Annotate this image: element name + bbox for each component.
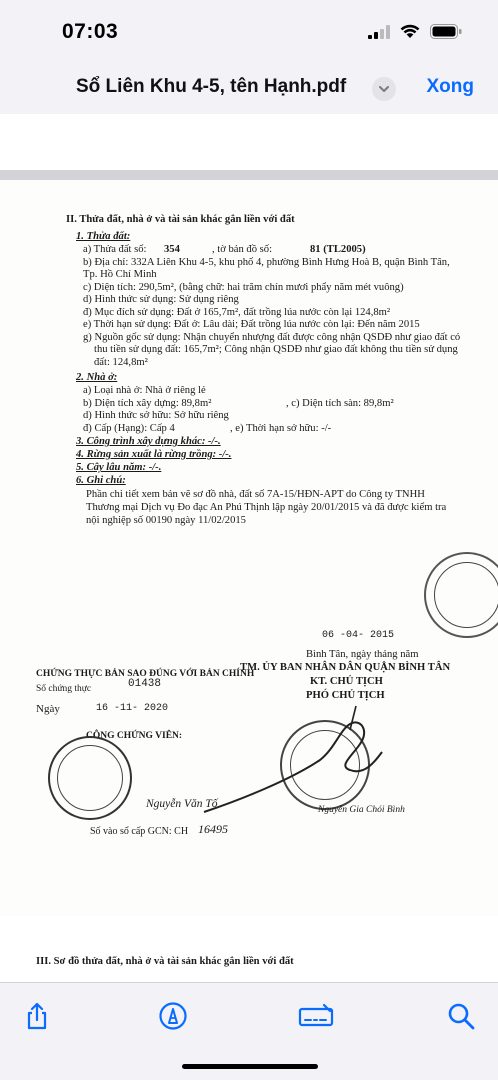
certification-number: 01438	[128, 678, 162, 690]
usage-term-line: e) Thời hạn sử dụng: Đất ở: Lâu dài; Đất trồng lúa nước còn lại: Đến năm 2015	[83, 319, 420, 330]
floor-area-line: , c) Diện tích sàn: 89,8m²	[286, 398, 394, 409]
other-works-line: 3. Công trình xây dựng khác: -/-.	[76, 436, 221, 447]
registry-number-label: Số vào sổ cấp GCN: CH	[90, 826, 189, 837]
cellular-signal-icon	[368, 25, 390, 39]
signer-name: Nguyễn Gia Chói Bình	[318, 805, 405, 815]
origin-line-1: g) Nguồn gốc sử dụng: Nhận chuyển nhượng đất được công nhận QSDĐ như giao đất có	[83, 332, 461, 343]
area-line: c) Diện tích: 290,5m², (bằng chữ: hai trăm chín mươi phẩy năm mét vuông)	[83, 282, 404, 293]
search-icon	[446, 1001, 476, 1031]
battery-icon	[430, 24, 462, 39]
document-title[interactable]: Sổ Liên Khu 4-5, tên Hạnh.pdf	[76, 76, 347, 97]
registry-number: 16495	[198, 822, 228, 836]
previous-page-bottom	[0, 114, 498, 170]
status-bar	[0, 0, 498, 66]
notes-heading: 6. Ghi chú:	[76, 475, 126, 486]
usage-form-line: d) Hình thức sử dụng: Sử dụng riêng	[83, 294, 239, 305]
markup-button[interactable]	[158, 1001, 188, 1031]
house-heading: 2. Nhà ở:	[76, 372, 118, 383]
house-type-line: a) Loại nhà ở: Nhà ở riêng lẻ	[83, 385, 206, 396]
address-line-2: Tp. Hồ Chí Minh	[83, 269, 157, 280]
place-and-date: Bình Tân, ngày tháng năm	[306, 649, 419, 660]
section-2-title: II. Thửa đất, nhà ở và tài sản khác gắn liền với đất	[66, 214, 295, 225]
signature-field-icon	[298, 1001, 334, 1031]
parcel-number-label: a) Thửa đất số:	[83, 244, 147, 255]
certification-date-label: Ngày	[36, 703, 60, 715]
done-button[interactable]: Xong	[426, 76, 474, 97]
perennial-trees-line: 5. Cây lâu năm: -/-.	[76, 462, 162, 473]
parcel-number: 354	[164, 244, 180, 255]
map-sheet-label: , tờ bản đồ số:	[212, 244, 273, 255]
vice-chairman-title: PHÓ CHỦ TỊCH	[306, 690, 385, 701]
title-menu-button[interactable]	[372, 77, 396, 101]
share-icon	[22, 1001, 52, 1031]
share-button[interactable]	[22, 1001, 52, 1031]
home-indicator[interactable]	[182, 1064, 318, 1069]
chevron-down-icon	[372, 77, 396, 101]
usage-purpose-line: đ) Mục đích sử dụng: Đất ở 165,7m², đất trồng lúa nước còn lại 124,8m²	[83, 307, 391, 318]
forest-line: 4. Rừng sản xuất là rừng trồng: -/-.	[76, 449, 232, 460]
on-behalf-chairman: KT. CHỦ TỊCH	[310, 676, 383, 687]
certification-number-label: Số chứng thực	[36, 684, 92, 694]
map-sheet-number: 81 (TL2005)	[310, 244, 366, 255]
edge-seal-stamp	[424, 552, 498, 638]
land-heading: 1. Thửa đất:	[76, 231, 131, 242]
notes-line-2: Thương mại Dịch vụ Đo đạc An Phú Thịnh lập ngày 20/01/2015 và đã được kiểm tra	[86, 502, 447, 513]
section-3-title: III. Sơ đồ thửa đất, nhà ở và tài sản khác gắn liền với đất	[36, 956, 294, 967]
notary-name: Nguyễn Văn Tố	[146, 798, 218, 810]
origin-line-3: đất: 124,8m²	[94, 357, 148, 368]
signature-mark	[200, 700, 390, 820]
notes-line-1: Phần chi tiết xem bản vẽ sơ đồ nhà, đất số 7A-15/HĐN-APT do Công ty TNHH	[86, 489, 425, 500]
origin-line-2: thu tiền sử dụng đất: 165,7m²; Công nhận QSDĐ như giao đất không thu tiền sử dụng	[94, 344, 458, 355]
status-icons	[368, 24, 462, 39]
address-line-1: b) Địa chỉ: 332A Liên Khu 4-5, khu phố 4, phường Bình Hưng Hoà B, quận Bình Tân,	[83, 257, 450, 268]
status-time: 07:03	[62, 20, 119, 43]
search-button[interactable]	[446, 1001, 476, 1031]
notary-seal-stamp	[48, 736, 132, 820]
signature-fill-button[interactable]	[298, 1001, 334, 1031]
notary-label: CÔNG CHỨNG VIÊN:	[86, 731, 183, 741]
navigation-bar	[0, 66, 498, 114]
certification-title: CHỨNG THỰC BẢN SAO ĐÚNG VỚI BẢN CHÍNH	[36, 669, 255, 679]
handwritten-date: 06 -04- 2015	[322, 630, 395, 641]
pdf-page	[0, 180, 498, 975]
building-area-line: b) Diện tích xây dựng: 89,8m²	[83, 398, 212, 409]
markup-pen-icon	[158, 1001, 188, 1031]
ownership-term-line: , e) Thời hạn sở hữu: -/-	[230, 423, 332, 434]
issuing-organization: TM. ỦY BAN NHÂN DÂN QUẬN BÌNH TÂN	[240, 662, 451, 673]
ownership-form-line: d) Hình thức sở hữu: Sở hữu riêng	[83, 410, 229, 421]
pdf-viewer[interactable]	[0, 114, 498, 982]
notes-line-3: nội nghiệp số 00190 ngày 11/02/2015	[86, 515, 246, 526]
wifi-icon	[400, 24, 420, 39]
next-page-top	[0, 916, 498, 982]
certification-date: 16 -11- 2020	[96, 703, 169, 714]
grade-line: đ) Cấp (Hạng): Cấp 4	[83, 423, 175, 434]
